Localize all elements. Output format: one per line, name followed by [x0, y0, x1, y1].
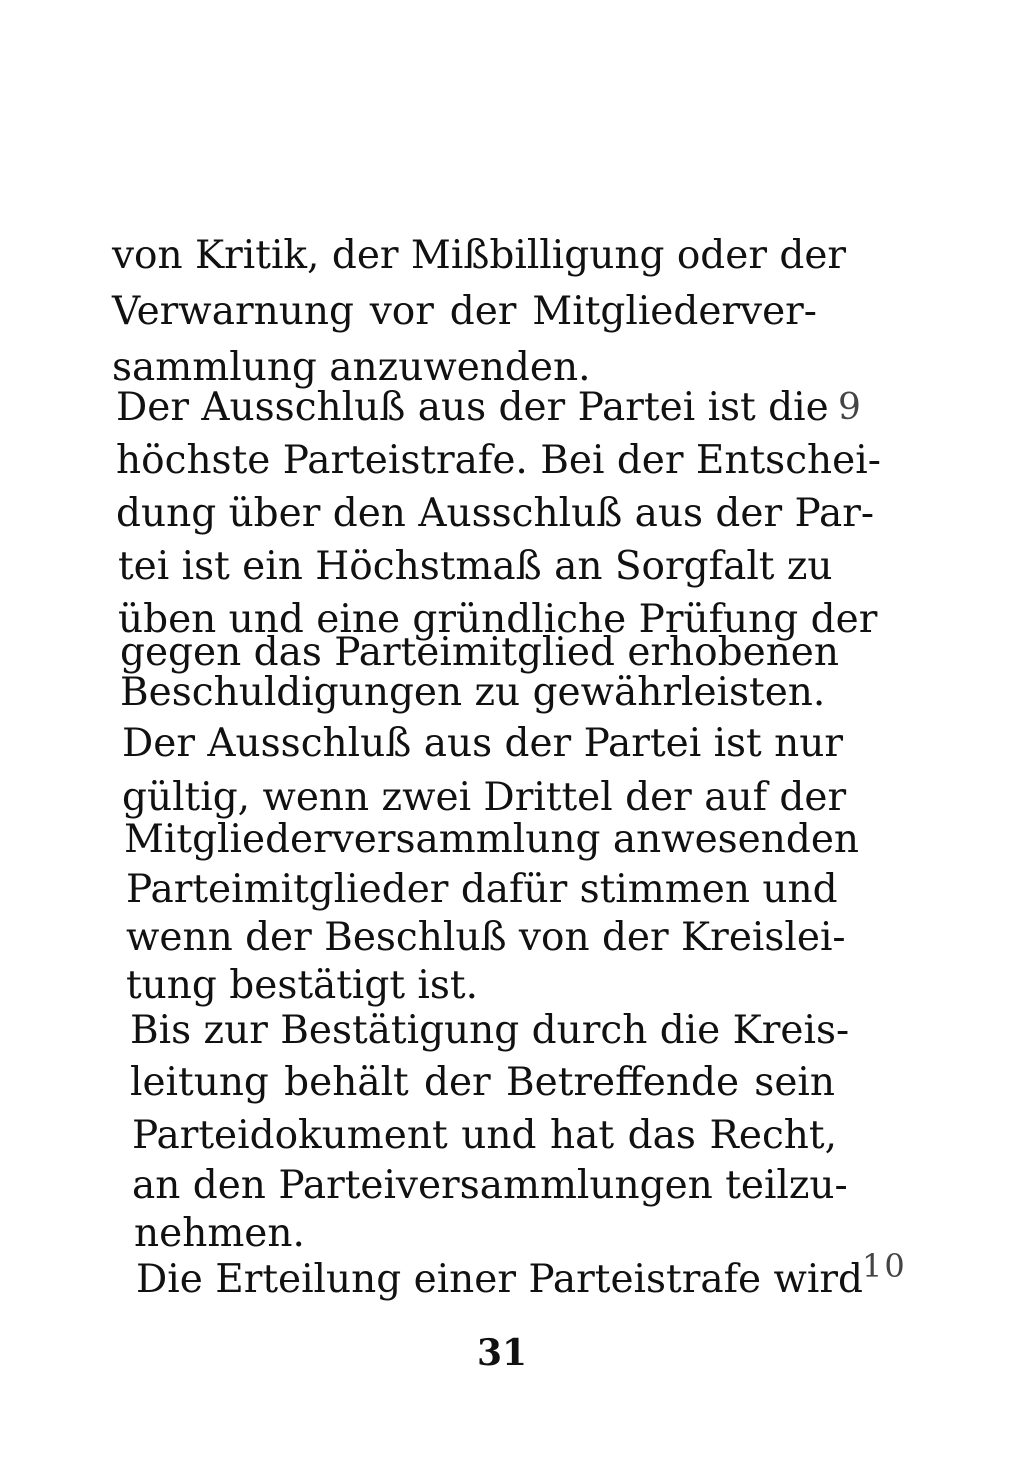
- text-line: von Kritik, der Mißbilligung oder der: [112, 233, 847, 278]
- text-line: höchste Parteistrafe. Bei der Entschei-: [116, 438, 881, 483]
- text-line: an den Parteiversammlungen teilzu-: [132, 1163, 848, 1208]
- text-line: tung bestätigt ist.: [126, 963, 478, 1008]
- page-number: 31: [476, 1332, 528, 1374]
- text-line: Der Ausschluß aus der Partei ist die: [116, 385, 829, 430]
- text-line: wenn der Beschluß von der Kreislei-: [126, 915, 846, 960]
- text-line: üben und eine gründliche Prüfung der: [118, 597, 878, 642]
- text-line: nehmen.: [134, 1211, 305, 1256]
- text-line: Die Erteilung einer Parteistrafe wird: [136, 1257, 863, 1302]
- paragraph-number: 9: [838, 387, 861, 428]
- paragraph-number: 10: [862, 1247, 907, 1285]
- text-line: Der Ausschluß aus der Partei ist nur: [122, 721, 844, 766]
- text-line: tei ist ein Höchstmaß an Sorgfalt zu: [118, 544, 833, 589]
- text-line: Verwarnung vor der Mitgliederver-: [112, 289, 817, 334]
- text-line: Mitgliederversammlung anwesenden: [124, 817, 860, 862]
- text-line: dung über den Ausschluß aus der Par-: [116, 491, 875, 536]
- text-line: leitung behält der Betreffende sein: [130, 1060, 835, 1105]
- text-line: Parteidokument und hat das Recht,: [132, 1113, 837, 1158]
- text-line: Parteimitglieder dafür stimmen und: [126, 867, 838, 912]
- text-line: Beschuldigungen zu gewährleisten.: [120, 670, 826, 715]
- text-line: gegen das Parteimitglied erhobenen: [120, 630, 840, 675]
- text-line: sammlung anzuwenden.: [112, 345, 591, 390]
- text-line: Bis zur Bestätigung durch die Kreis-: [130, 1008, 850, 1053]
- text-line: gültig, wenn zwei Drittel der auf der: [122, 775, 847, 820]
